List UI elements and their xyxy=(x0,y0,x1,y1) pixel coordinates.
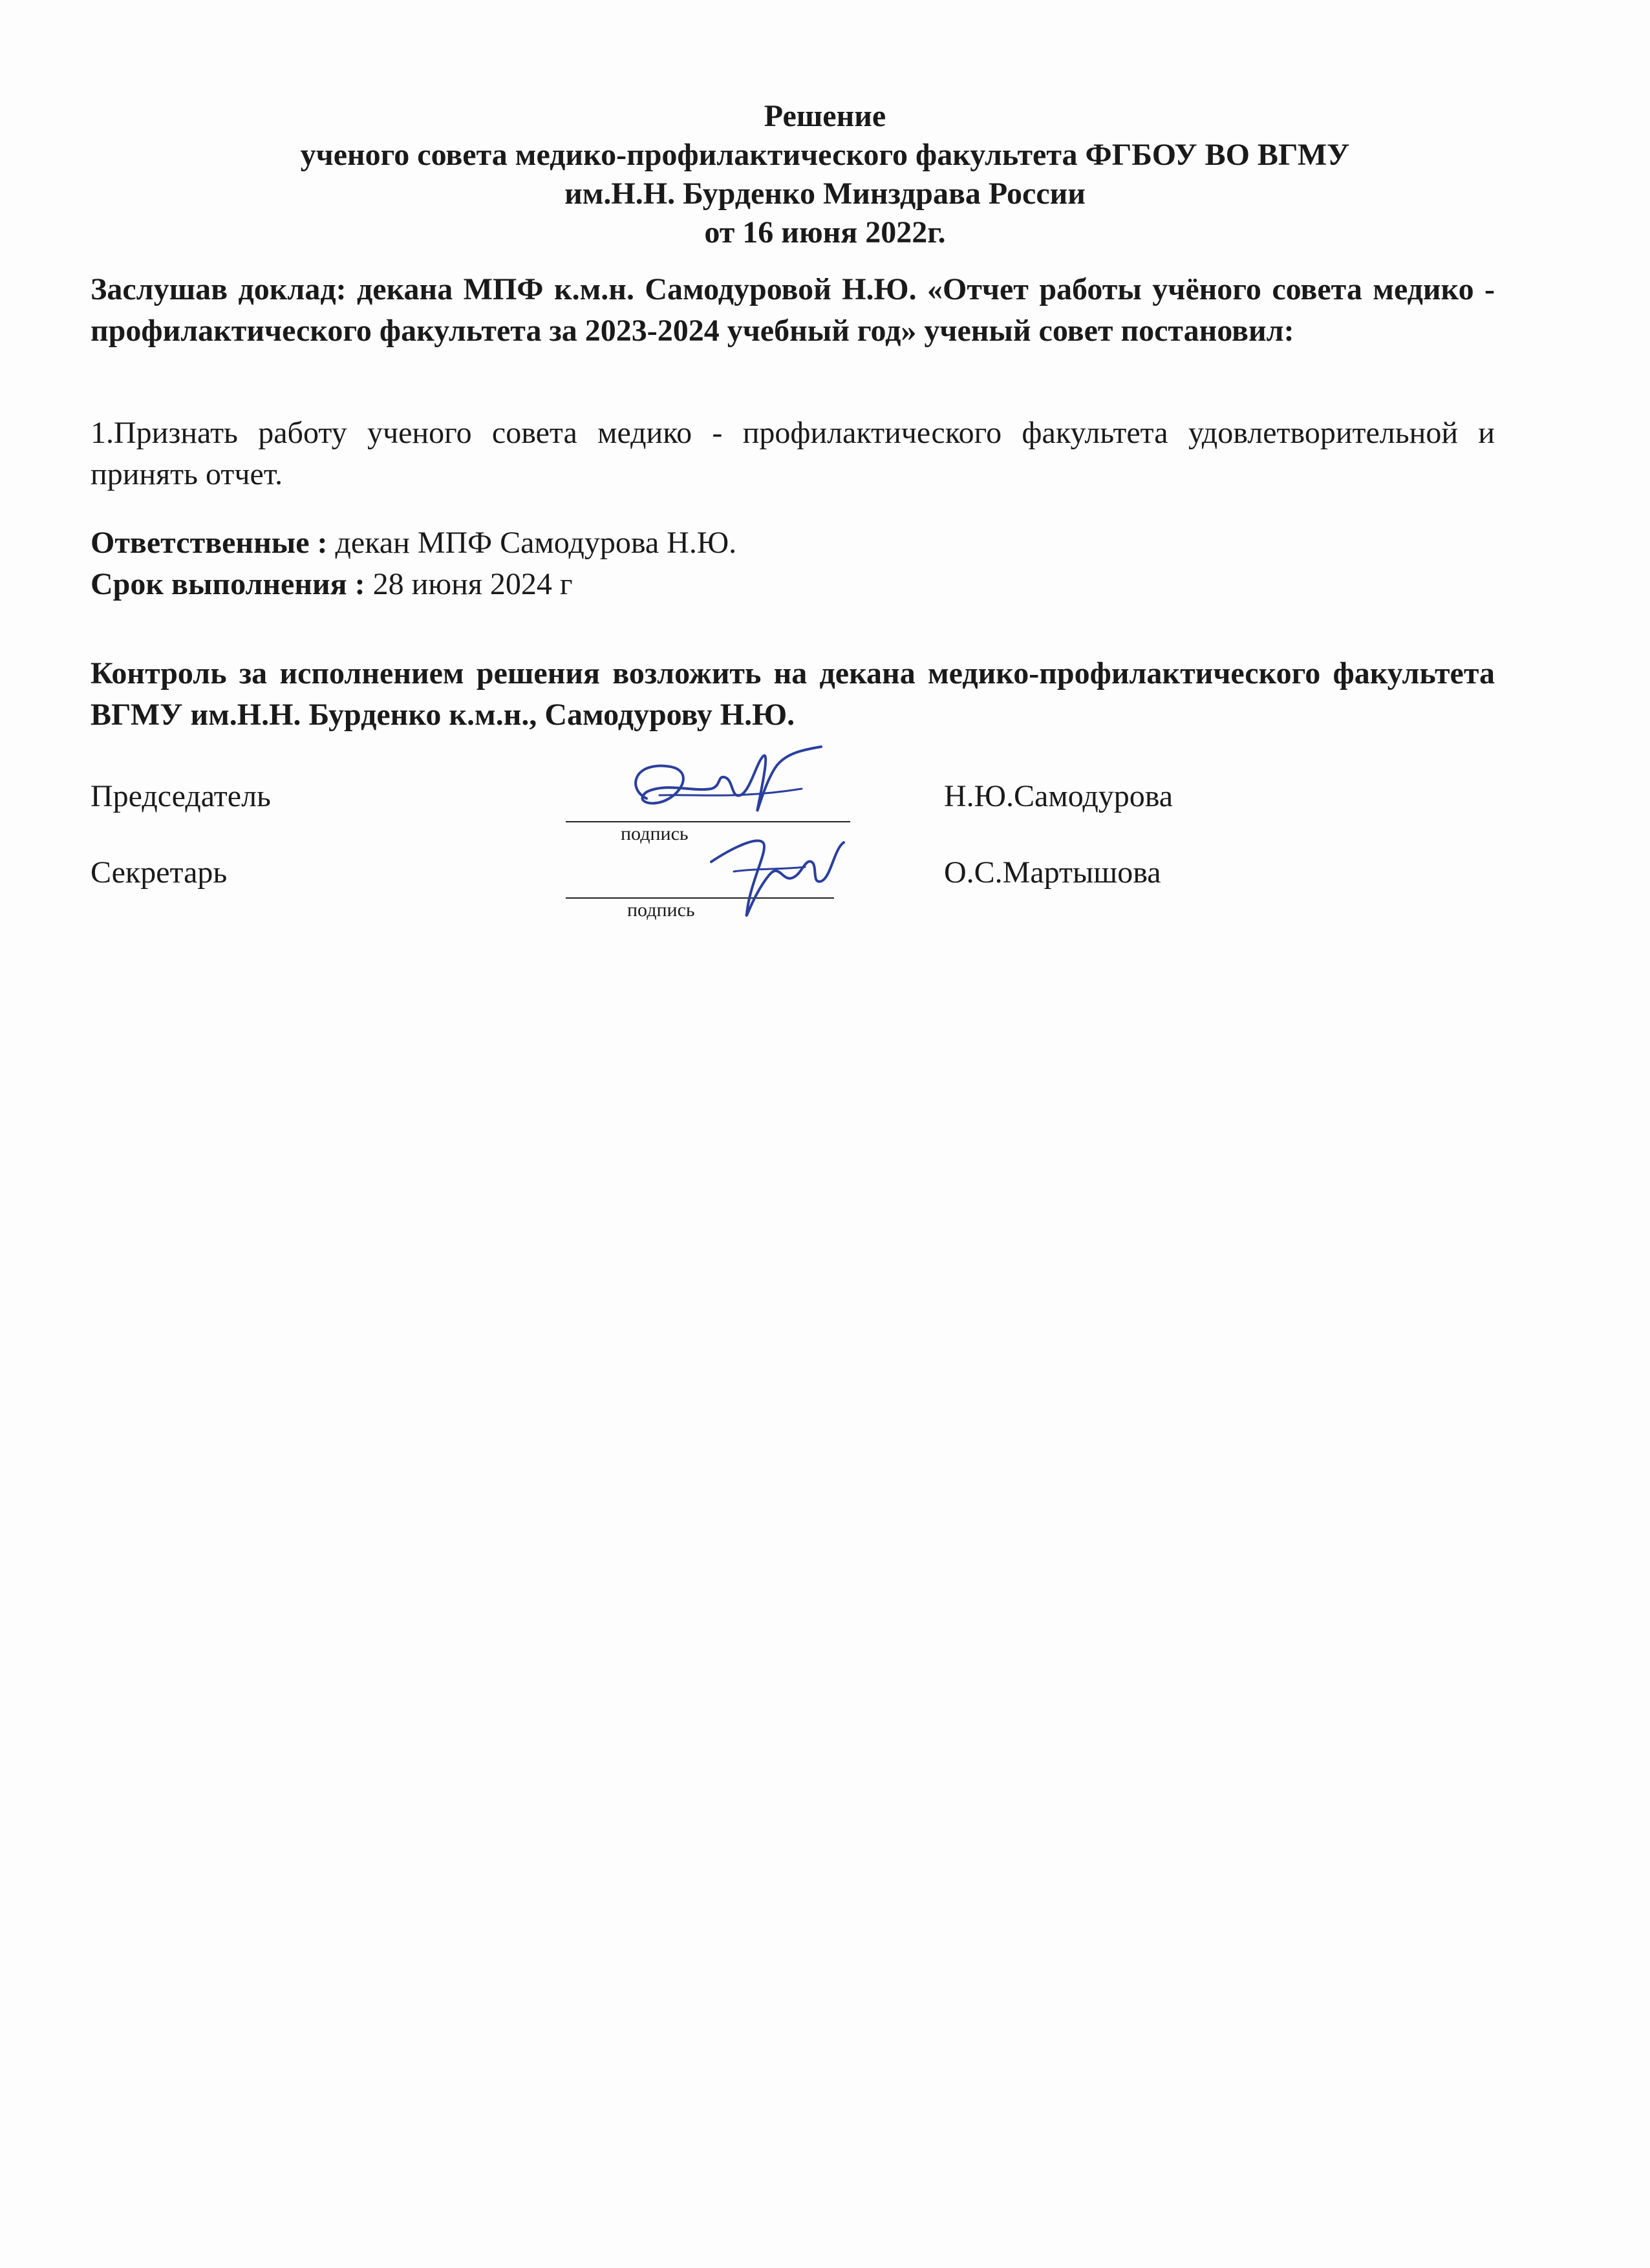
decision-text: Признать работу ученого совета медико - профилактического факультета удовлетворительной и принять отчет. xyxy=(91,416,1495,491)
decision-item xyxy=(91,412,1495,495)
secretary-signature-caption: подпись xyxy=(627,899,695,921)
responsible-value: декан МПФ Самодурова Н.Ю. xyxy=(327,526,737,560)
deadline-value: 28 июня 2024 г xyxy=(365,567,573,601)
document-header xyxy=(91,97,1559,252)
secretary-signature-row xyxy=(91,852,1559,921)
document-title: Решение xyxy=(764,99,886,133)
university-name: им.Н.Н. Бурденко Минздрава России xyxy=(564,177,1086,211)
secretary-name: О.С.Мартышова xyxy=(944,855,1161,890)
control-paragraph: Контроль за исполнением решения возложить на декана медико-профилактического факультета ВГМУ им.Н.Н. Бурденко к.м.н., Самодурову Н.Ю. xyxy=(91,656,1495,732)
responsible-line xyxy=(91,522,1495,564)
report-paragraph: Заслушав доклад: декана МПФ к.м.н. Самодуровой Н.Ю. «Отчет работы учёного совета медико - профилактического факультета за 2023-2024 учебный год» ученый совет постановил: xyxy=(91,272,1495,348)
chair-handwritten-signature xyxy=(608,737,841,834)
responsible-label: Ответственные : xyxy=(91,526,328,560)
secretary-signature-line xyxy=(566,897,834,899)
deadline-line xyxy=(91,564,1495,605)
chair-signature-line xyxy=(566,821,850,822)
decision-number: 1. xyxy=(91,416,114,450)
chair-signature-caption: подпись xyxy=(621,823,689,844)
chair-name: Н.Ю.Самодурова xyxy=(944,779,1173,813)
secretary-role: Секретарь xyxy=(91,855,228,890)
deadline-label: Срок выполнения : xyxy=(91,567,365,601)
chair-role: Председатель xyxy=(91,779,271,813)
chair-signature-row xyxy=(91,776,1559,844)
document-date: от 16 июня 2022г. xyxy=(704,215,946,250)
council-name: ученого совета медико-профилактического факультета ФГБОУ ВО ВГМУ xyxy=(300,138,1350,172)
